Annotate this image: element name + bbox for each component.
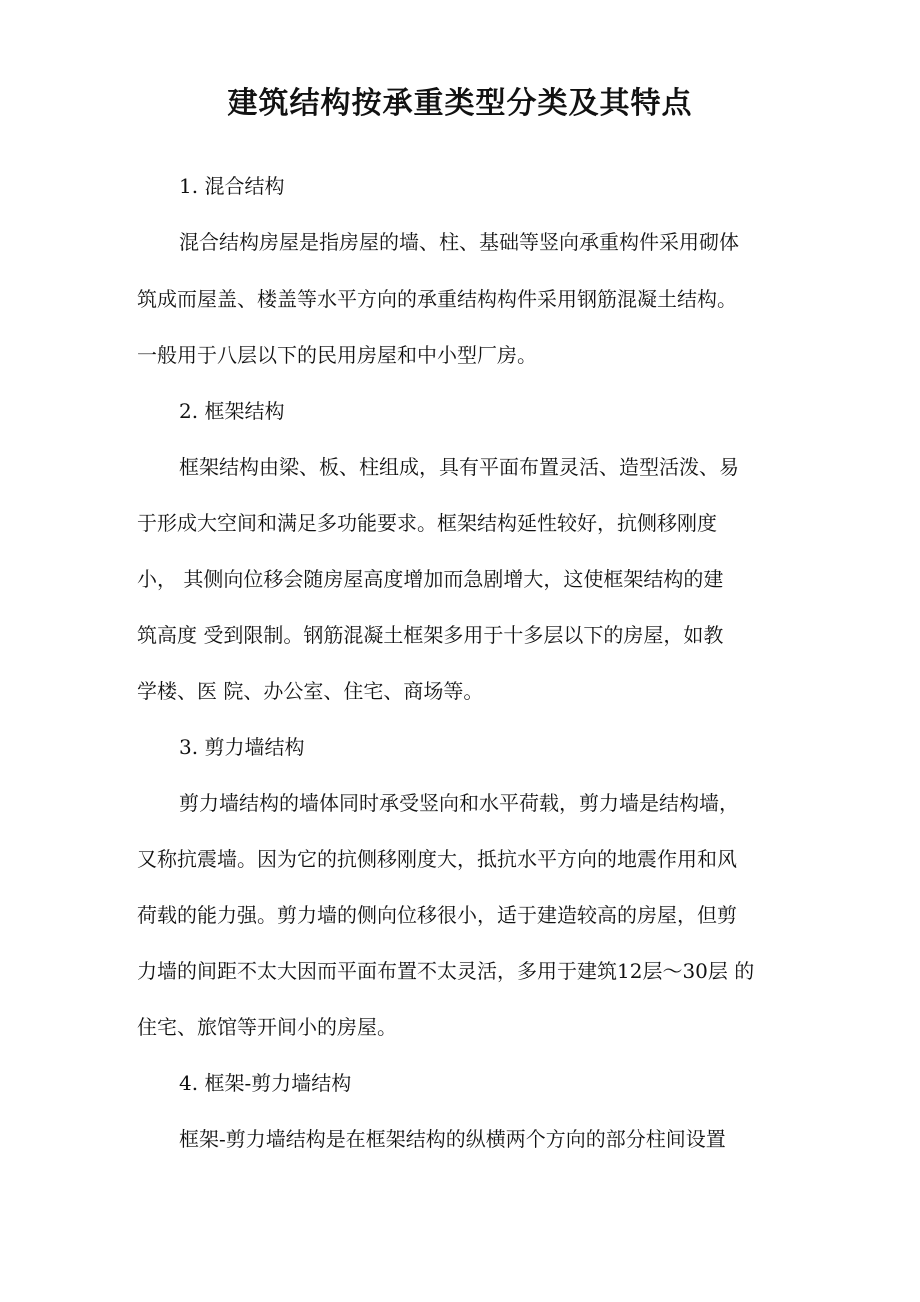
paragraph-line: 框架结构由梁、板、柱组成，具有平面布置灵活、造型活泼、易 — [179, 455, 739, 479]
paragraph-line: 剪力墙结构的墙体同时承受竖向和水平荷载，剪力墙是结构墙， — [179, 791, 739, 815]
paragraph-line: 住宅、旅馆等开间小的房屋。 — [137, 1015, 397, 1039]
paragraph-line: 框架-剪力墙结构是在框架结构的纵横两个方向的部分柱间设置 — [179, 1127, 726, 1151]
paragraph-line: 于形成大空间和满足多功能要求。框架结构延性较好，抗侧移刚度 — [137, 511, 717, 535]
section-heading-2: 2. 框架结构 — [179, 399, 285, 423]
document-title: 建筑结构按承重类型分类及其特点 — [227, 86, 693, 121]
paragraph-line: 一般用于八层以下的民用房屋和中小型厂房。 — [137, 343, 537, 367]
paragraph-line: 学楼、医 院、办公室、住宅、商场等。 — [137, 679, 484, 703]
paragraph-line: 混合结构房屋是指房屋的墙、柱、基础等竖向承重构件采用砌体 — [179, 230, 739, 254]
paragraph-line: 荷载的能力强。剪力墙的侧向位移很小，适于建造较高的房屋，但剪 — [137, 903, 737, 927]
paragraph-line: 筑高度 受到限制。钢筋混凝土框架多用于十多层以下的房屋，如教 — [137, 623, 724, 647]
section-heading-4: 4. 框架-剪力墙结构 — [179, 1071, 352, 1095]
paragraph-line: 力墙的间距不太大因而平面布置不太灵活，多用于建筑12层〜30层 的 — [137, 959, 755, 983]
section-heading-3: 3. 剪力墙结构 — [179, 735, 305, 759]
paragraph-line: 筑成而屋盖、楼盖等水平方向的承重结构构件采用钢筋混凝土结构。 — [137, 287, 737, 311]
section-heading-1: 1. 混合结构 — [179, 174, 285, 198]
paragraph-line: 又称抗震墙。因为它的抗侧移刚度大，抵抗水平方向的地震作用和风 — [137, 847, 737, 871]
paragraph-line: 小， 其侧向位移会随房屋高度增加而急剧增大，这使框架结构的建 — [137, 567, 724, 591]
